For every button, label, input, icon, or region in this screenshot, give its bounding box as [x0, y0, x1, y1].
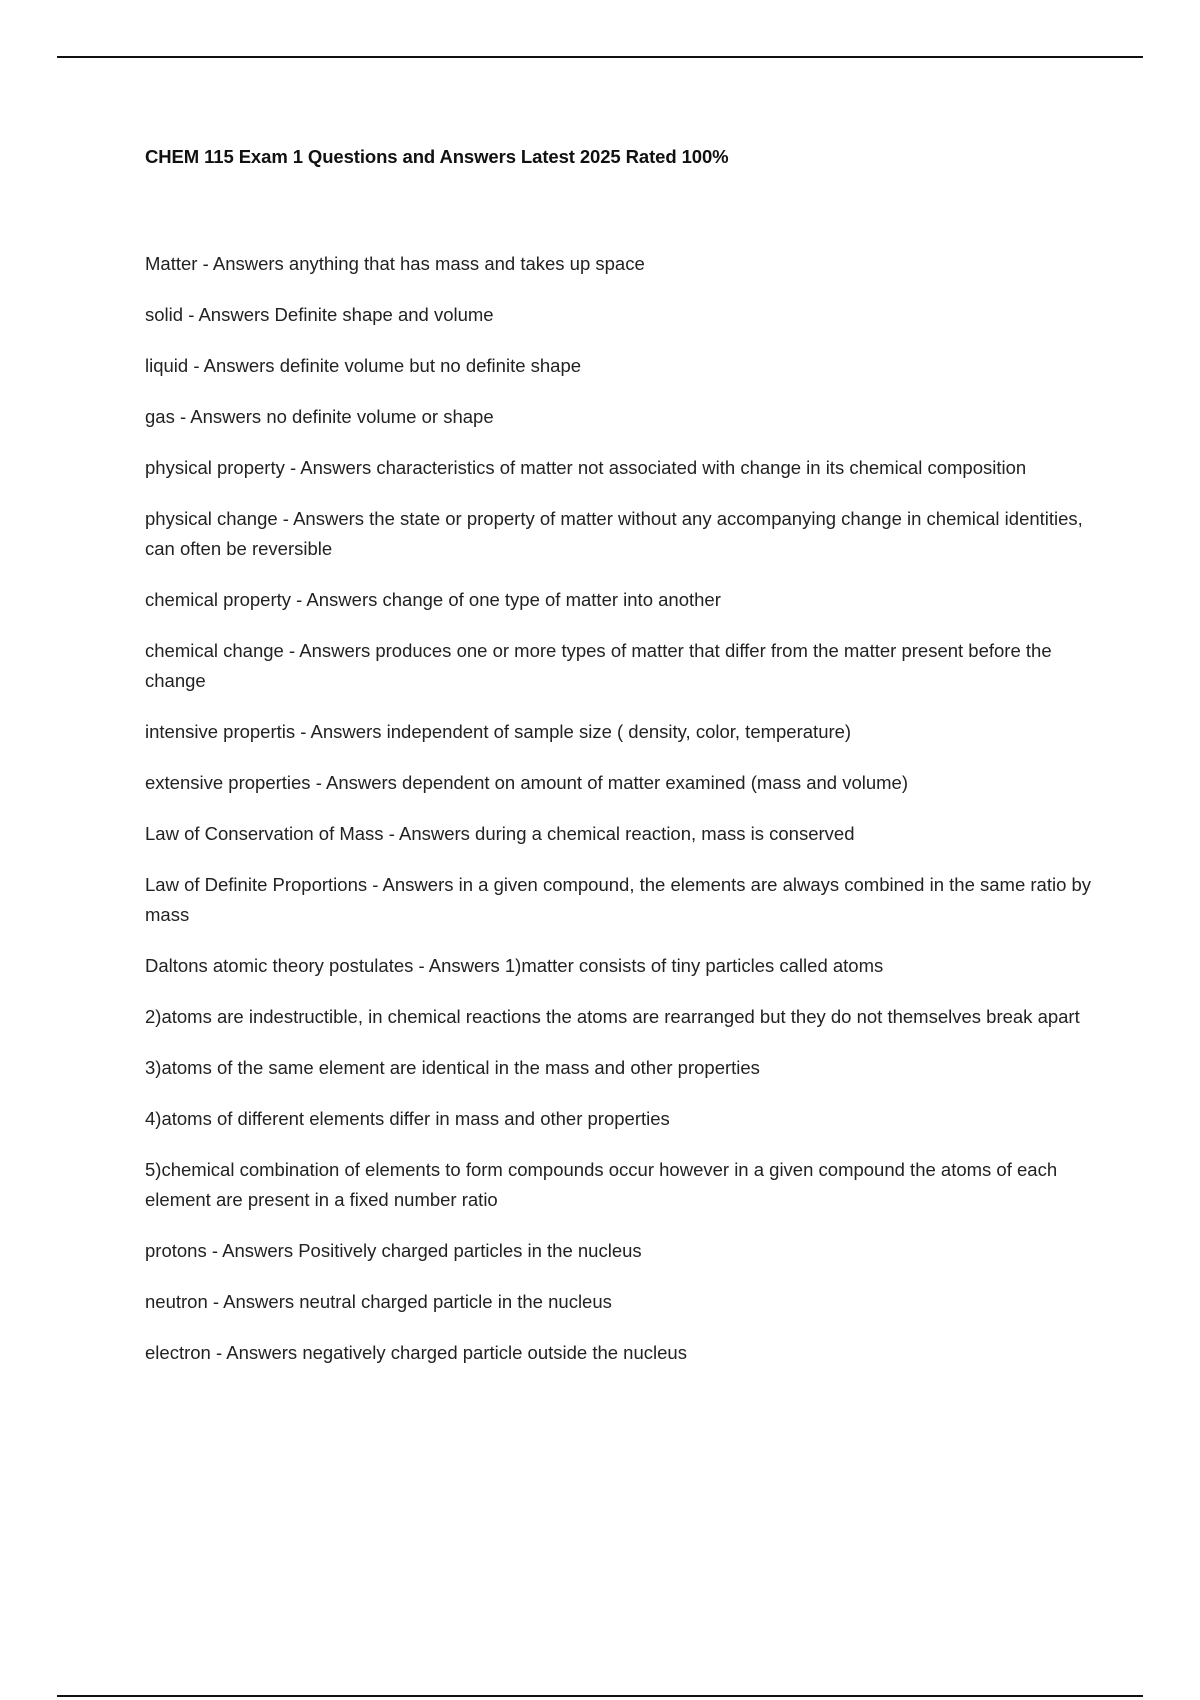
document-title: CHEM 115 Exam 1 Questions and Answers Latest 2025 Rated 100%: [145, 146, 729, 167]
qa-entry-dalton-postulate-4: 4)atoms of different elements differ in mass and other properties: [145, 1108, 670, 1129]
qa-entry-dalton-postulate-3: 3)atoms of the same element are identical in the mass and other properties: [145, 1057, 760, 1078]
qa-entry-physical-change: physical change - Answers the state or property of matter without any accompanying change in chemical identities, can often be reversible: [145, 508, 1083, 559]
qa-entry-definite-proportions: Law of Definite Proportions - Answers in a given compound, the elements are always combined in the same ratio by mass: [145, 874, 1092, 925]
qa-entry-intensive-properties: intensive propertis - Answers independent of sample size ( density, color, temperature): [145, 721, 852, 742]
qa-entry-gas: gas - Answers no definite volume or shape: [145, 406, 494, 427]
qa-entry-dalton-postulate-2: 2)atoms are indestructible, in chemical reactions the atoms are rearranged but they do not themselves break apart: [145, 1006, 1080, 1027]
qa-entry-conservation-of-mass: Law of Conservation of Mass - Answers during a chemical reaction, mass is conserved: [145, 823, 855, 844]
qa-entry-extensive-properties: extensive properties - Answers dependent on amount of matter examined (mass and volume): [145, 772, 909, 793]
qa-entry-matter: Matter - Answers anything that has mass and takes up space: [145, 253, 645, 274]
qa-list: [145, 249, 1095, 1389]
qa-entry-solid: solid - Answers Definite shape and volume: [145, 304, 494, 325]
footer-divider: [57, 1695, 1143, 1697]
qa-entry-dalton-postulate-1: Daltons atomic theory postulates - Answers 1)matter consists of tiny particles called atoms: [145, 955, 884, 976]
qa-entry-physical-property: physical property - Answers characteristics of matter not associated with change in its chemical composition: [145, 457, 1027, 478]
qa-entry-chemical-change: chemical change - Answers produces one or more types of matter that differ from the matter present before the change: [145, 640, 1052, 691]
qa-entry-chemical-property: chemical property - Answers change of one type of matter into another: [145, 589, 721, 610]
qa-entry-electron: electron - Answers negatively charged particle outside the nucleus: [145, 1342, 687, 1363]
qa-entry-liquid: liquid - Answers definite volume but no definite shape: [145, 355, 582, 376]
qa-entry-protons: protons - Answers Positively charged particles in the nucleus: [145, 1240, 642, 1261]
qa-entry-neutron: neutron - Answers neutral charged particle in the nucleus: [145, 1291, 612, 1312]
header-divider: [57, 56, 1143, 58]
qa-entry-dalton-postulate-5: 5)chemical combination of elements to form compounds occur however in a given compound the atoms of each element are present in a fixed number ratio: [145, 1159, 1058, 1210]
